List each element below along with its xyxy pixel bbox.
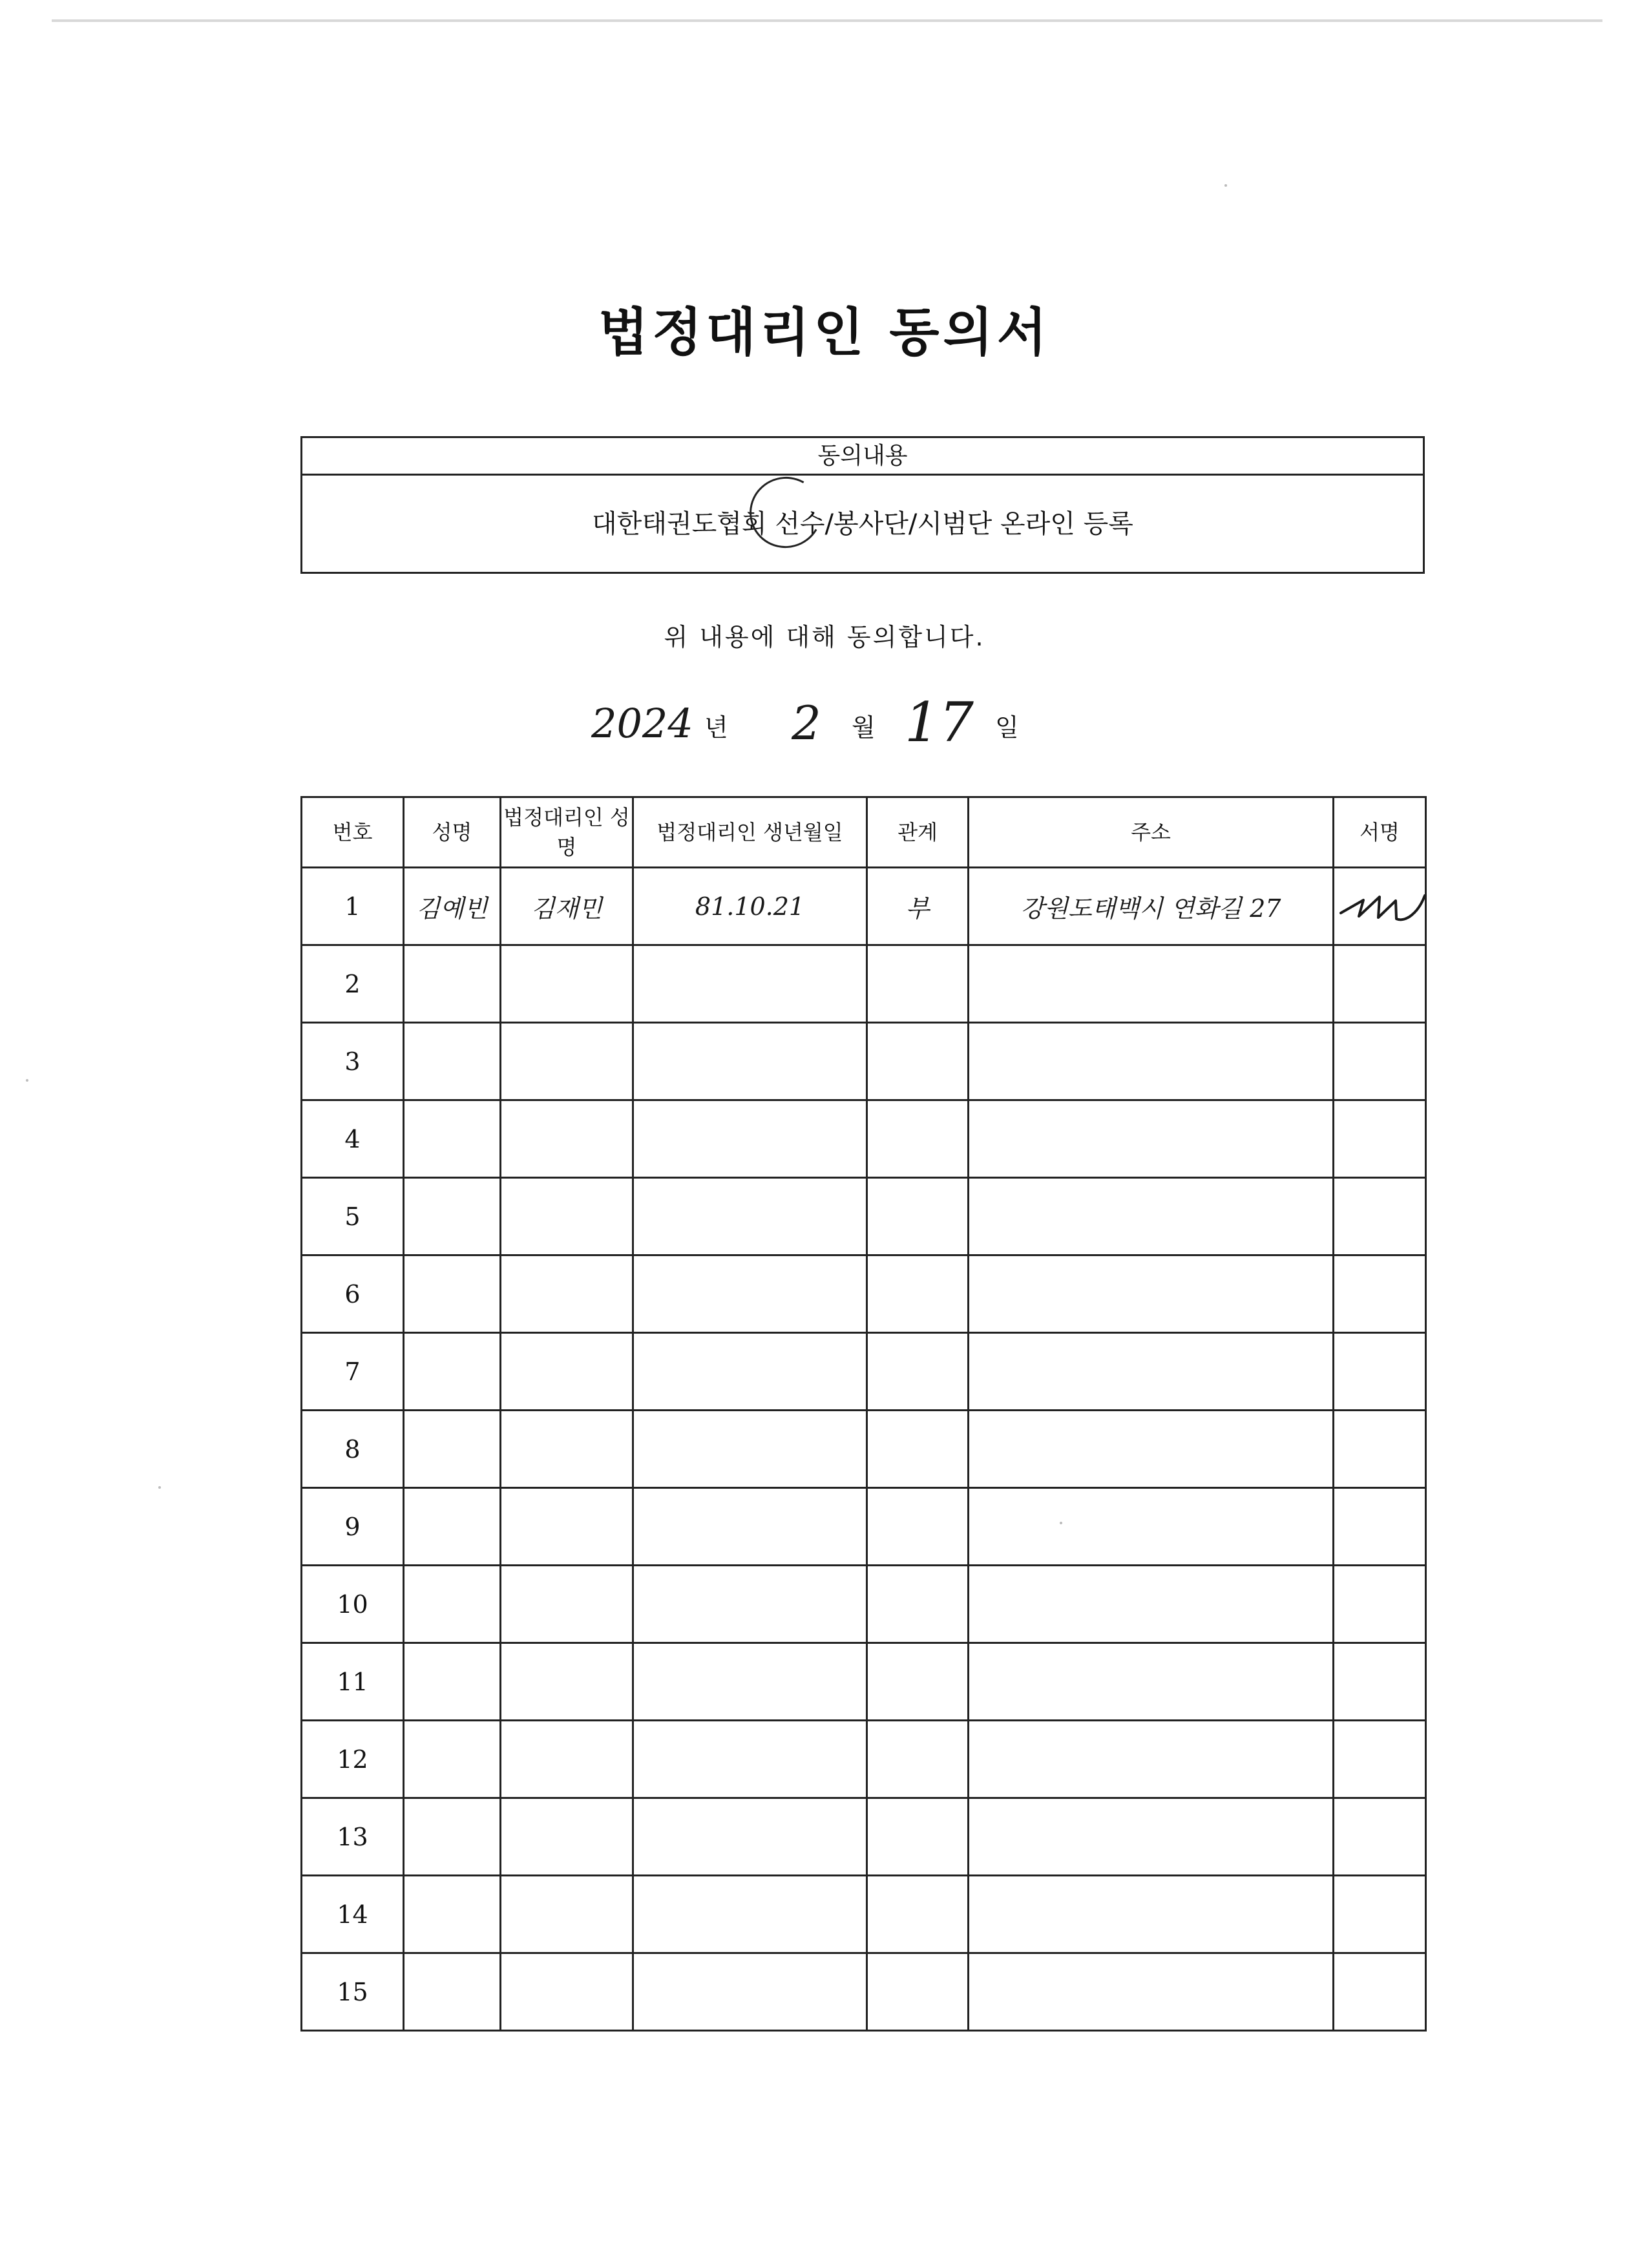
student-name-cell bbox=[404, 1333, 501, 1411]
address-cell: 강원도태백시 연화길 27 bbox=[969, 868, 1334, 945]
guardian-birthdate-cell: 81.10.21 bbox=[633, 868, 867, 945]
signature-cell bbox=[1334, 1488, 1426, 1566]
header-address: 주소 bbox=[969, 797, 1334, 868]
row-number-cell: 4 bbox=[302, 1100, 404, 1178]
student-name-cell bbox=[404, 1488, 501, 1566]
guardian-name-cell: 김재민 bbox=[501, 868, 633, 945]
signature-cell bbox=[1334, 1876, 1426, 1953]
consent-header: 동의내용 bbox=[302, 438, 1423, 476]
signature-cell bbox=[1334, 868, 1426, 945]
signature-cell bbox=[1334, 1411, 1426, 1488]
relation-cell bbox=[867, 1023, 969, 1100]
table-row bbox=[302, 1023, 1426, 1100]
table-row bbox=[302, 1100, 1426, 1178]
signature-cell bbox=[1334, 1100, 1426, 1178]
signature-cell bbox=[1334, 1643, 1426, 1721]
signature-cell bbox=[1334, 1255, 1426, 1333]
date-year-label: 년 bbox=[704, 713, 728, 742]
row-number-cell: 12 bbox=[302, 1721, 404, 1798]
table-row bbox=[302, 1566, 1426, 1643]
address-cell bbox=[969, 1023, 1334, 1100]
scan-speck bbox=[26, 1079, 28, 1082]
guardian-name-cell bbox=[501, 1100, 633, 1178]
row-number-cell: 10 bbox=[302, 1566, 404, 1643]
student-name-cell: 김예빈 bbox=[404, 868, 501, 945]
header-guardian-name: 법정대리인 성명 bbox=[501, 797, 633, 868]
student-name-cell bbox=[404, 945, 501, 1023]
guardian-birthdate-cell bbox=[633, 945, 867, 1023]
scan-edge bbox=[52, 19, 1602, 22]
relation-cell bbox=[867, 1333, 969, 1411]
table-header-row bbox=[302, 797, 1426, 868]
consent-box bbox=[300, 436, 1425, 574]
student-name-cell bbox=[404, 1643, 501, 1721]
relation-cell bbox=[867, 1411, 969, 1488]
guardian-birthdate-cell bbox=[633, 1255, 867, 1333]
row-number-cell: 9 bbox=[302, 1488, 404, 1566]
date-year-handwritten: 2024 bbox=[591, 700, 693, 747]
address-cell bbox=[969, 945, 1334, 1023]
row-number-cell: 14 bbox=[302, 1876, 404, 1953]
student-name-cell bbox=[404, 1023, 501, 1100]
address-cell bbox=[969, 1178, 1334, 1255]
table-row bbox=[302, 1876, 1426, 1953]
handwritten-signature bbox=[1334, 877, 1431, 936]
date-day-label: 일 bbox=[995, 713, 1019, 742]
student-name-cell bbox=[404, 1953, 501, 2031]
table-row bbox=[302, 1488, 1426, 1566]
consent-text: 대한태권도협회 선수/봉사단/시범단 온라인 등록 bbox=[592, 509, 1133, 539]
student-name-cell bbox=[404, 1798, 501, 1876]
guardian-birthdate-cell bbox=[633, 1411, 867, 1488]
table-row bbox=[302, 1178, 1426, 1255]
guardian-birthdate-cell bbox=[633, 1488, 867, 1566]
address-cell bbox=[969, 1798, 1334, 1876]
relation-cell bbox=[867, 1100, 969, 1178]
scan-speck bbox=[1224, 184, 1227, 187]
relation-cell bbox=[867, 1798, 969, 1876]
row-number-cell: 2 bbox=[302, 945, 404, 1023]
address-cell bbox=[969, 1488, 1334, 1566]
student-name-cell bbox=[404, 1721, 501, 1798]
guardian-name-cell bbox=[501, 1023, 633, 1100]
header-relation: 관계 bbox=[867, 797, 969, 868]
guardian-birthdate-cell bbox=[633, 1876, 867, 1953]
row-number-cell: 7 bbox=[302, 1333, 404, 1411]
row-number-cell: 1 bbox=[302, 868, 404, 945]
guardian-birthdate-cell bbox=[633, 1643, 867, 1721]
table-row bbox=[302, 1798, 1426, 1876]
table-row bbox=[302, 945, 1426, 1023]
relation-cell bbox=[867, 1953, 969, 2031]
guardian-birthdate-cell bbox=[633, 1023, 867, 1100]
table-row bbox=[302, 1953, 1426, 2031]
table-row bbox=[302, 1721, 1426, 1798]
row-number-cell: 6 bbox=[302, 1255, 404, 1333]
guardian-name-cell bbox=[501, 1411, 633, 1488]
relation-cell bbox=[867, 1178, 969, 1255]
signature-cell bbox=[1334, 1566, 1426, 1643]
table-row bbox=[302, 868, 1426, 945]
guardian-birthdate-cell bbox=[633, 1100, 867, 1178]
student-name-cell bbox=[404, 1255, 501, 1333]
date-month-handwritten: 2 bbox=[792, 696, 821, 750]
address-cell bbox=[969, 1876, 1334, 1953]
guardian-birthdate-cell bbox=[633, 1178, 867, 1255]
guardian-birthdate-cell bbox=[633, 1566, 867, 1643]
header-signature: 서명 bbox=[1334, 797, 1426, 868]
address-cell bbox=[969, 1255, 1334, 1333]
guardian-name-cell bbox=[501, 1953, 633, 2031]
table-row bbox=[302, 1255, 1426, 1333]
date-row bbox=[0, 691, 1649, 759]
address-cell bbox=[969, 1333, 1334, 1411]
signature-cell bbox=[1334, 1721, 1426, 1798]
signature-cell bbox=[1334, 1798, 1426, 1876]
relation-cell bbox=[867, 1488, 969, 1566]
header-no: 번호 bbox=[302, 797, 404, 868]
student-name-cell bbox=[404, 1100, 501, 1178]
document-title: 법정대리인 동의서 bbox=[598, 302, 1051, 362]
row-number-cell: 5 bbox=[302, 1178, 404, 1255]
guardian-name-cell bbox=[501, 1255, 633, 1333]
guardian-birthdate-cell bbox=[633, 1333, 867, 1411]
signature-cell bbox=[1334, 1023, 1426, 1100]
guardian-name-cell bbox=[501, 1566, 633, 1643]
relation-cell bbox=[867, 1643, 969, 1721]
address-cell bbox=[969, 1411, 1334, 1488]
row-number-cell: 13 bbox=[302, 1798, 404, 1876]
guardian-table bbox=[300, 796, 1427, 2032]
address-cell bbox=[969, 1953, 1334, 2031]
guardian-name-cell bbox=[501, 945, 633, 1023]
address-cell bbox=[969, 1643, 1334, 1721]
guardian-birthdate-cell bbox=[633, 1953, 867, 2031]
address-cell bbox=[969, 1566, 1334, 1643]
relation-cell bbox=[867, 1255, 969, 1333]
header-name: 성명 bbox=[404, 797, 501, 868]
relation-cell bbox=[867, 1721, 969, 1798]
guardian-name-cell bbox=[501, 1178, 633, 1255]
guardian-name-cell bbox=[501, 1876, 633, 1953]
scan-speck bbox=[158, 1486, 161, 1489]
guardian-name-cell bbox=[501, 1721, 633, 1798]
table-row bbox=[302, 1333, 1426, 1411]
relation-cell: 부 bbox=[867, 868, 969, 945]
relation-cell bbox=[867, 1566, 969, 1643]
row-number-cell: 15 bbox=[302, 1953, 404, 2031]
address-cell bbox=[969, 1100, 1334, 1178]
guardian-birthdate-cell bbox=[633, 1721, 867, 1798]
guardian-name-cell bbox=[501, 1798, 633, 1876]
student-name-cell bbox=[404, 1876, 501, 1953]
guardian-name-cell bbox=[501, 1333, 633, 1411]
guardian-name-cell bbox=[501, 1488, 633, 1566]
guardian-birthdate-cell bbox=[633, 1798, 867, 1876]
row-number-cell: 3 bbox=[302, 1023, 404, 1100]
row-number-cell: 8 bbox=[302, 1411, 404, 1488]
student-name-cell bbox=[404, 1178, 501, 1255]
student-name-cell bbox=[404, 1411, 501, 1488]
header-guardian-birth: 법정대리인 생년월일 bbox=[633, 797, 867, 868]
signature-cell bbox=[1334, 1333, 1426, 1411]
date-day-handwritten: 17 bbox=[905, 691, 974, 754]
row-number-cell: 11 bbox=[302, 1643, 404, 1721]
signature-cell bbox=[1334, 1953, 1426, 2031]
table-row bbox=[302, 1411, 1426, 1488]
table-row bbox=[302, 1643, 1426, 1721]
signature-cell bbox=[1334, 1178, 1426, 1255]
relation-cell bbox=[867, 1876, 969, 1953]
agree-statement: 위 내용에 대해 동의합니다. bbox=[664, 623, 985, 651]
guardian-name-cell bbox=[501, 1643, 633, 1721]
signature-cell bbox=[1334, 945, 1426, 1023]
date-month-label: 월 bbox=[852, 713, 876, 742]
address-cell bbox=[969, 1721, 1334, 1798]
relation-cell bbox=[867, 945, 969, 1023]
student-name-cell bbox=[404, 1566, 501, 1643]
